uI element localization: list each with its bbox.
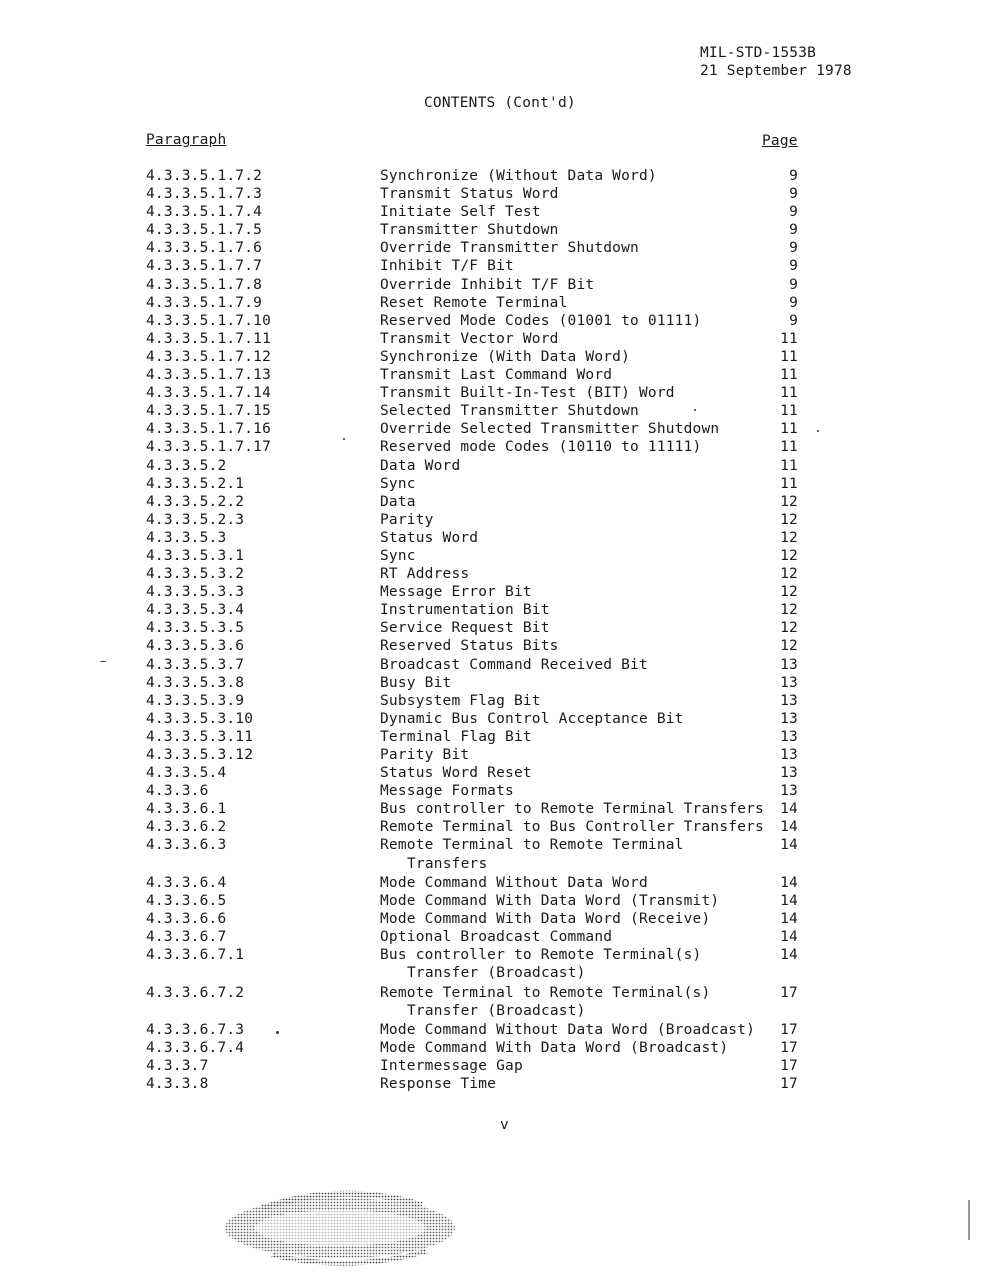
entry-page-number: 11 <box>780 475 798 492</box>
paragraph-number: 4.3.3.6.7.3 <box>146 1021 245 1038</box>
entry-title <box>380 583 1000 601</box>
toc-entry <box>0 746 1000 764</box>
entry-title-text: RT Address <box>380 566 470 583</box>
entry-title <box>380 746 1000 764</box>
entry-title-text: Parity Bit <box>380 747 470 763</box>
entry-title <box>380 167 1000 185</box>
entry-title-continuation: Transfer (Broadcast) <box>407 965 586 982</box>
toc-entry <box>0 818 1000 836</box>
toc-entry <box>0 239 1000 257</box>
entry-title-continuation: Transfers <box>407 855 488 872</box>
paragraph-number: 4.3.3.5.1.7.4 <box>146 204 263 221</box>
entry-title <box>380 619 1000 637</box>
entry-page-number: 14 <box>780 801 798 818</box>
entry-page-number: 9 <box>789 204 798 221</box>
entry-title <box>380 1075 1000 1093</box>
toc-entry <box>0 420 1000 438</box>
entry-page-number: 9 <box>789 240 798 257</box>
entry-title <box>380 710 1000 728</box>
entry-title <box>380 910 1000 928</box>
entry-title-text: Override Selected Transmitter Shutdown <box>380 421 720 438</box>
entry-page-number: 12 <box>780 638 798 655</box>
toc-entry <box>0 619 1000 637</box>
toc-entry <box>0 185 1000 203</box>
entry-page-number: 14 <box>780 874 798 891</box>
paragraph-number: 4.3.3.6.7 <box>146 929 227 946</box>
entry-title <box>380 782 1000 800</box>
entry-page-number: 13 <box>780 783 798 800</box>
paragraph-number: 4.3.3.5.3.12 <box>146 747 254 763</box>
entry-page-number: 9 <box>789 312 798 329</box>
entry-title-text: Transmit Vector Word <box>380 330 559 347</box>
toc-entry <box>0 728 1000 746</box>
toc-entry <box>0 910 1000 928</box>
entry-title-text: Intermessage Gap <box>380 1058 523 1075</box>
entry-title-text: Inhibit T/F Bit <box>380 258 514 275</box>
entry-page-number: 17 <box>780 1021 798 1038</box>
paragraph-number: 4.3.3.8 <box>146 1076 209 1093</box>
entry-page-number: 14 <box>780 892 798 909</box>
entry-title <box>380 692 1000 710</box>
entry-title <box>380 764 1000 782</box>
paragraph-number: 4.3.3.5.2.3 <box>146 511 245 528</box>
entry-page-number: 13 <box>780 674 798 691</box>
entry-title-text: Bus controller to Remote Terminal(s) <box>380 947 702 964</box>
toc-entry <box>0 674 1000 692</box>
entry-title <box>380 420 1000 438</box>
entry-title <box>380 728 1000 746</box>
entry-title-text: Response Time <box>380 1076 497 1093</box>
entry-title <box>380 836 1000 872</box>
entry-page-number: 11 <box>780 348 798 365</box>
scan-speck <box>343 438 345 440</box>
entry-title <box>380 529 1000 547</box>
entry-title <box>380 874 1000 892</box>
toc-entry <box>0 330 1000 348</box>
entry-title-text: Reserved Status Bits <box>380 638 559 655</box>
entry-title-text: Mode Command With Data Word (Transmit) <box>380 892 720 909</box>
document-identifier <box>700 44 852 80</box>
entry-title <box>380 348 1000 366</box>
entry-title-text: Status Word Reset <box>380 765 532 782</box>
entry-title <box>380 475 1000 493</box>
entry-title <box>380 601 1000 619</box>
entry-page-number: 13 <box>780 765 798 782</box>
scan-edge-mark <box>968 1200 970 1240</box>
entry-title-text: Sync <box>380 475 416 492</box>
entry-page-number: 17 <box>780 984 798 1001</box>
toc-entry <box>0 257 1000 275</box>
paragraph-number: 4.3.3.5.1.7.9 <box>146 294 263 311</box>
toc-entry <box>0 493 1000 511</box>
paragraph-number: 4.3.3.6.1 <box>146 801 227 818</box>
entry-page-number: 11 <box>780 330 798 347</box>
entry-title-text: Terminal Flag Bit <box>380 728 532 745</box>
entry-page-number: 17 <box>780 1040 798 1057</box>
toc-entry <box>0 384 1000 402</box>
entry-title-text: Status Word <box>380 529 479 546</box>
page-number: v <box>500 1117 509 1133</box>
entry-page-number: 9 <box>789 186 798 203</box>
paragraph-number: 4.3.3.5.1.7.13 <box>146 367 272 384</box>
entry-page-number: 9 <box>789 294 798 311</box>
toc-entry <box>0 710 1000 728</box>
dotted-stamp-mark <box>222 1183 462 1273</box>
paragraph-number: 4.3.3.6.7.2 <box>146 984 245 1001</box>
paragraph-number: 4.3.3.6.3 <box>146 837 227 854</box>
entry-title-text: Remote Terminal to Remote Terminal <box>380 837 684 854</box>
toc-entry <box>0 348 1000 366</box>
paragraph-number: 4.3.3.5.3.6 <box>146 638 245 655</box>
paragraph-column-header: Paragraph <box>146 132 227 148</box>
toc-entry <box>0 511 1000 529</box>
entry-title <box>380 203 1000 221</box>
entry-page-number: 11 <box>780 457 798 474</box>
entry-page-number: 11 <box>780 421 798 438</box>
toc-entry <box>0 928 1000 946</box>
entry-title <box>380 1057 1000 1075</box>
entry-page-number: 12 <box>780 566 798 583</box>
paragraph-number: 4.3.3.5.3.8 <box>146 674 245 691</box>
paragraph-number: 4.3.3.5.3.9 <box>146 692 245 709</box>
paragraph-number: 4.3.3.6.5 <box>146 892 227 909</box>
entry-title-text: Transmit Last Command Word <box>380 367 613 384</box>
toc-entry <box>0 1039 1000 1057</box>
doc-number: MIL-STD-1553B <box>700 45 817 61</box>
toc-entry <box>0 984 1000 1020</box>
entry-title <box>380 239 1000 257</box>
entry-title-continuation: Transfer (Broadcast) <box>407 1002 586 1019</box>
toc-entry <box>0 221 1000 239</box>
entry-page-number: 13 <box>780 692 798 709</box>
entry-title-text: Bus controller to Remote Terminal Transfers <box>380 801 764 818</box>
entry-page-number: 11 <box>780 439 798 456</box>
toc-entry <box>0 203 1000 221</box>
entry-title <box>380 800 1000 818</box>
entry-page-number: 14 <box>780 911 798 928</box>
entry-title <box>380 330 1000 348</box>
entry-page-number: 9 <box>789 276 798 293</box>
entry-page-number: 11 <box>780 403 798 420</box>
entry-page-number: 9 <box>789 222 798 239</box>
paragraph-number: 4.3.3.5.1.7.3 <box>146 186 263 203</box>
entry-title-text: Synchronize (With Data Word) <box>380 348 631 365</box>
entry-page-number: 11 <box>780 385 798 402</box>
entry-title <box>380 547 1000 565</box>
entry-title <box>380 221 1000 239</box>
paragraph-number: 4.3.3.5.1.7.15 <box>146 403 272 420</box>
entry-title <box>380 366 1000 384</box>
paragraph-number: 4.3.3.5.3 <box>146 529 227 546</box>
paragraph-number: 4.3.3.5.1.7.6 <box>146 240 263 257</box>
entry-title <box>380 493 1000 511</box>
toc-entry <box>0 1021 1000 1039</box>
paragraph-number: 4.3.3.5.3.2 <box>146 566 245 583</box>
paragraph-number: 4.3.3.6.7.4 <box>146 1040 245 1057</box>
toc-entry <box>0 874 1000 892</box>
entry-title <box>380 294 1000 312</box>
entry-title <box>380 185 1000 203</box>
entry-title-text: Message Error Bit <box>380 584 532 601</box>
entry-page-number: 12 <box>780 511 798 528</box>
entry-page-number: 14 <box>780 837 798 854</box>
entry-title <box>380 457 1000 475</box>
paragraph-number: 4.3.3.5.2.2 <box>146 493 245 510</box>
entry-page-number: 12 <box>780 602 798 619</box>
toc-entry <box>0 656 1000 674</box>
entry-page-number: 14 <box>780 819 798 836</box>
toc-entry <box>0 457 1000 475</box>
paragraph-number: 4.3.3.5.3.7 <box>146 656 245 673</box>
entry-title-text: Parity <box>380 511 434 528</box>
entry-title-text: Sync <box>380 547 416 564</box>
entry-page-number: 14 <box>780 947 798 964</box>
toc-entry <box>0 946 1000 982</box>
paragraph-number: 4.3.3.5.4 <box>146 765 227 782</box>
entry-title <box>380 674 1000 692</box>
page-title: CONTENTS (Cont'd) <box>424 95 576 111</box>
page-column-header: Page <box>762 133 798 149</box>
toc-entry <box>0 1075 1000 1093</box>
toc-entry <box>0 547 1000 565</box>
entry-title-text: Busy Bit <box>380 674 452 691</box>
paragraph-number: 4.3.3.6.6 <box>146 911 227 928</box>
toc-entry <box>0 312 1000 330</box>
entry-title <box>380 312 1000 330</box>
toc-entry <box>0 782 1000 800</box>
paragraph-number: 4.3.3.5.1.7.12 <box>146 348 272 365</box>
entry-title-text: Transmit Built-In-Test (BIT) Word <box>380 385 675 402</box>
paragraph-number: 4.3.3.5.1.7.11 <box>146 330 272 347</box>
toc-entry <box>0 565 1000 583</box>
paragraph-number: 4.3.3.5.1.7.14 <box>146 385 272 402</box>
toc-entry <box>0 836 1000 872</box>
entry-title-text: Transmitter Shutdown <box>380 222 559 239</box>
toc-entry <box>0 276 1000 294</box>
entry-title <box>380 984 1000 1020</box>
entry-page-number: 13 <box>780 747 798 763</box>
paragraph-number: 4.3.3.5.1.7.10 <box>146 312 272 329</box>
table-of-contents <box>0 167 1000 1093</box>
entry-title <box>380 637 1000 655</box>
paragraph-number: 4.3.3.5.2 <box>146 457 227 474</box>
paragraph-number: 4.3.3.5.3.5 <box>146 620 245 637</box>
entry-title-text: Override Inhibit T/F Bit <box>380 276 595 293</box>
entry-page-number: 11 <box>780 367 798 384</box>
entry-page-number: 12 <box>780 529 798 546</box>
entry-title-text: Data Word <box>380 457 461 474</box>
toc-entry <box>0 167 1000 185</box>
paragraph-number: 4.3.3.6 <box>146 783 209 800</box>
entry-title-text: Reserved mode Codes (10110 to 11111) <box>380 439 702 456</box>
entry-title-text: Initiate Self Test <box>380 204 541 221</box>
toc-entry <box>0 692 1000 710</box>
entry-page-number: 13 <box>780 710 798 727</box>
toc-entry <box>0 402 1000 420</box>
entry-title-text: Synchronize (Without Data Word) <box>380 168 657 184</box>
entry-page-number: 9 <box>789 258 798 275</box>
paragraph-number: 4.3.3.5.3.11 <box>146 728 254 745</box>
entry-title <box>380 1039 1000 1057</box>
toc-entry <box>0 583 1000 601</box>
toc-entry <box>0 637 1000 655</box>
entry-title-text: Data <box>380 493 416 510</box>
entry-title-text: Reserved Mode Codes (01001 to 01111) <box>380 312 702 329</box>
toc-entry <box>0 438 1000 456</box>
paragraph-number: 4.3.3.5.1.7.2 <box>146 168 263 184</box>
paragraph-number: 4.3.3.7 <box>146 1058 209 1075</box>
entry-title-text: Mode Command Without Data Word (Broadcast) <box>380 1021 756 1038</box>
entry-title-text: Selected Transmitter Shutdown <box>380 403 639 420</box>
toc-entry <box>0 800 1000 818</box>
toc-entry <box>0 475 1000 493</box>
toc-entry <box>0 294 1000 312</box>
entry-title-text: Subsystem Flag Bit <box>380 692 541 709</box>
scan-speck <box>276 1031 279 1034</box>
toc-entry <box>0 1057 1000 1075</box>
toc-entry <box>0 601 1000 619</box>
paragraph-number: 4.3.3.5.3.3 <box>146 584 245 601</box>
entry-title-text: Message Formats <box>380 783 514 800</box>
entry-title-text: Mode Command With Data Word (Broadcast) <box>380 1040 729 1057</box>
entry-page-number: 12 <box>780 620 798 637</box>
entry-title-text: Transmit Status Word <box>380 186 559 203</box>
entry-title-text: Mode Command With Data Word (Receive) <box>380 911 711 928</box>
toc-entry <box>0 366 1000 384</box>
entry-page-number: 13 <box>780 728 798 745</box>
paragraph-number: 4.3.3.6.4 <box>146 874 227 891</box>
scan-speck <box>817 430 819 432</box>
paragraph-number: 4.3.3.5.3.10 <box>146 710 254 727</box>
entry-title-text: Optional Broadcast Command <box>380 929 613 946</box>
entry-title <box>380 438 1000 456</box>
entry-title-text: Reset Remote Terminal <box>380 294 568 311</box>
doc-date: 21 September 1978 <box>700 63 852 79</box>
toc-entry <box>0 529 1000 547</box>
entry-title <box>380 818 1000 836</box>
paragraph-number: 4.3.3.6.7.1 <box>146 947 245 964</box>
paragraph-number: 4.3.3.5.1.7.7 <box>146 258 263 275</box>
entry-title <box>380 892 1000 910</box>
entry-title-text: Remote Terminal to Bus Controller Transfers <box>380 819 764 836</box>
entry-title <box>380 511 1000 529</box>
entry-page-number: 17 <box>780 1076 798 1093</box>
entry-title-text: Broadcast Command Received Bit <box>380 656 648 673</box>
entry-title-text: Override Transmitter Shutdown <box>380 240 639 257</box>
entry-title-text: Service Request Bit <box>380 620 550 637</box>
entry-title <box>380 384 1000 402</box>
paragraph-number: 4.3.3.5.3.4 <box>146 602 245 619</box>
paragraph-number: 4.3.3.5.1.7.16 <box>146 421 272 438</box>
entry-title <box>380 1021 1000 1039</box>
scan-speck <box>694 409 696 411</box>
entry-title-text: Remote Terminal to Remote Terminal(s) <box>380 984 711 1001</box>
entry-title <box>380 565 1000 583</box>
paragraph-number: 4.3.3.6.2 <box>146 819 227 836</box>
paragraph-number: 4.3.3.5.2.1 <box>146 475 245 492</box>
paragraph-number: 4.3.3.5.1.7.17 <box>146 439 272 456</box>
entry-title <box>380 656 1000 674</box>
scan-speck <box>100 661 106 662</box>
entry-page-number: 17 <box>780 1058 798 1075</box>
entry-title-text: Dynamic Bus Control Acceptance Bit <box>380 710 684 727</box>
entry-title <box>380 276 1000 294</box>
entry-page-number: 13 <box>780 656 798 673</box>
entry-title <box>380 946 1000 982</box>
paragraph-number: 4.3.3.5.1.7.8 <box>146 276 263 293</box>
entry-title-text: Mode Command Without Data Word <box>380 874 648 891</box>
entry-page-number: 12 <box>780 493 798 510</box>
entry-page-number: 9 <box>789 168 798 184</box>
paragraph-number: 4.3.3.5.1.7.5 <box>146 222 263 239</box>
entry-title <box>380 928 1000 946</box>
toc-entry <box>0 764 1000 782</box>
toc-entry <box>0 892 1000 910</box>
entry-title <box>380 257 1000 275</box>
entry-page-number: 12 <box>780 584 798 601</box>
paragraph-number: 4.3.3.5.3.1 <box>146 547 245 564</box>
entry-page-number: 14 <box>780 929 798 946</box>
entry-page-number: 12 <box>780 547 798 564</box>
entry-title-text: Instrumentation Bit <box>380 602 550 619</box>
entry-title <box>380 402 1000 420</box>
